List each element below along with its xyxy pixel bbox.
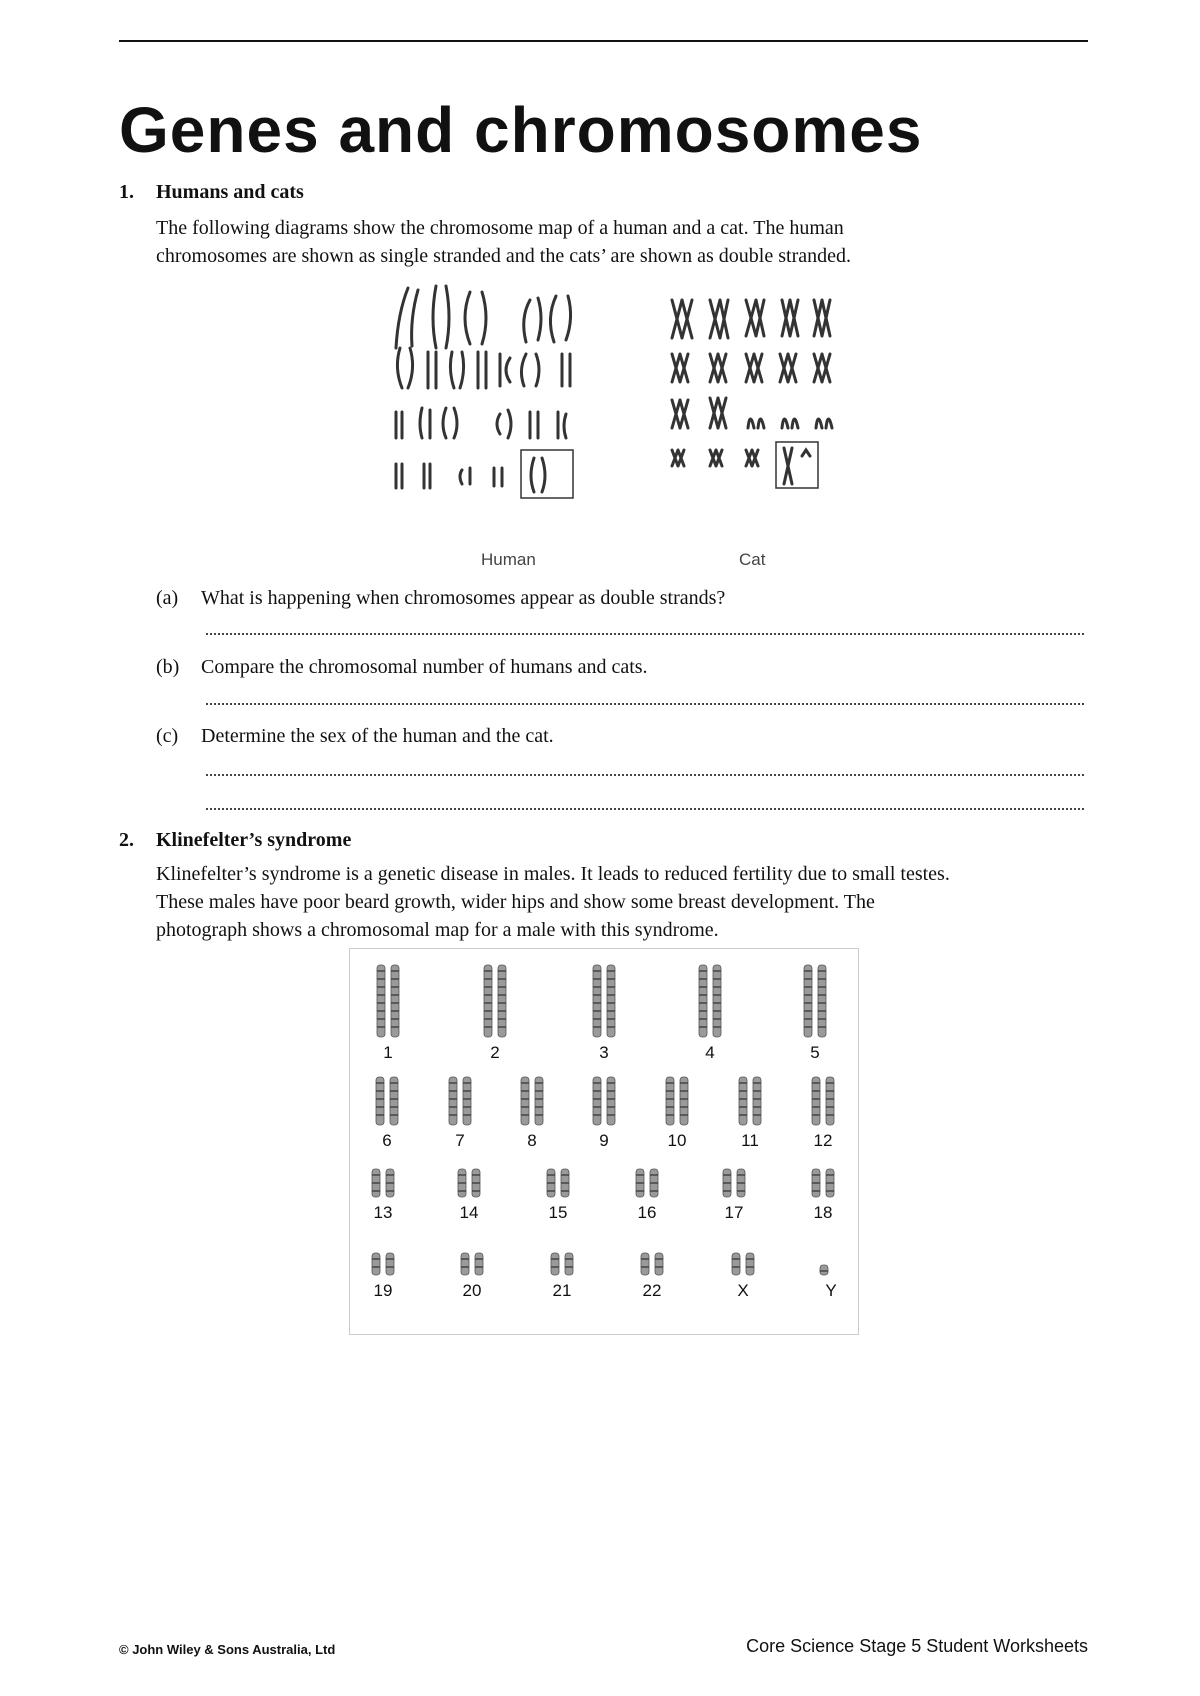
q2-heading: Klinefelter’s syndrome xyxy=(156,829,352,851)
q1a-label: (a) xyxy=(156,587,179,609)
karyotype-label-19: 19 xyxy=(373,1281,393,1300)
cat-label: Cat xyxy=(739,550,766,569)
karyotype-label-16: 16 xyxy=(637,1203,657,1222)
karyotype-label-3: 3 xyxy=(599,1043,609,1062)
chromosome-6-2 xyxy=(390,1077,398,1125)
top-rule xyxy=(119,40,1088,42)
q1-number: 1. xyxy=(119,181,134,203)
karyotype-label-10: 10 xyxy=(667,1131,687,1150)
human-label: Human xyxy=(481,550,536,569)
chromosome-7-2 xyxy=(463,1077,471,1125)
karyotype-label-Y: Y xyxy=(825,1281,837,1300)
karyotype-label-7: 7 xyxy=(455,1131,465,1150)
chromosome-3-1 xyxy=(593,965,601,1037)
chromosome-7-1 xyxy=(449,1077,457,1125)
q1b-answer-line[interactable] xyxy=(206,703,1084,705)
chromosome-diagram-art xyxy=(390,278,850,568)
chromosome-19-1 xyxy=(372,1253,380,1275)
q1b-label: (b) xyxy=(156,656,180,678)
chromosome-20-1 xyxy=(461,1253,469,1275)
karyotype-label-17: 17 xyxy=(724,1203,744,1222)
karyotype-label-5: 5 xyxy=(810,1043,820,1062)
chromosome-1-2 xyxy=(391,965,399,1037)
q1c-label: (c) xyxy=(156,725,179,747)
karyotype-label-X: X xyxy=(737,1281,749,1300)
footer-copyright: © John Wiley & Sons Australia, Ltd xyxy=(119,1642,336,1657)
chromosome-12-2 xyxy=(826,1077,834,1125)
human-chromosomes xyxy=(396,286,571,492)
karyotype-label-20: 20 xyxy=(462,1281,482,1300)
chromosome-21-2 xyxy=(565,1253,573,1275)
chromosome-3-2 xyxy=(607,965,615,1037)
chromosome-4-1 xyxy=(699,965,707,1037)
karyotype-label-18: 18 xyxy=(813,1203,833,1222)
karyotype-label-8: 8 xyxy=(527,1131,537,1150)
karyotype-label-11: 11 xyxy=(741,1131,759,1150)
chromosome-X-1 xyxy=(732,1253,740,1275)
q1a-text: What is happening when chromosomes appear as double strands? xyxy=(201,587,726,609)
karyotype-label-6: 6 xyxy=(382,1131,392,1150)
q1-heading: Humans and cats xyxy=(156,181,304,203)
chromosome-19-2 xyxy=(386,1253,394,1275)
chromosome-5-2 xyxy=(818,965,826,1037)
cat-chromosomes xyxy=(672,300,832,484)
chromosome-X-2 xyxy=(746,1253,754,1275)
karyotype-label-2: 2 xyxy=(490,1043,500,1062)
chromosome-22-2 xyxy=(655,1253,663,1275)
chromosome-5-1 xyxy=(804,965,812,1037)
chromosome-12-1 xyxy=(812,1077,820,1125)
karyotype-label-13: 13 xyxy=(373,1203,393,1222)
chromosome-9-1 xyxy=(593,1077,601,1125)
footer-series: Core Science Stage 5 Student Worksheets xyxy=(746,1636,1088,1656)
karyotype-label-12: 12 xyxy=(813,1131,833,1150)
chromosome-8-1 xyxy=(521,1077,529,1125)
chromosome-Y-1 xyxy=(820,1265,828,1275)
karyotype-label-1: 1 xyxy=(383,1043,393,1062)
karyotype-label-21: 21 xyxy=(552,1281,572,1300)
chromosome-diagram xyxy=(390,278,850,568)
chromosome-2-2 xyxy=(498,965,506,1037)
chromosome-20-2 xyxy=(475,1253,483,1275)
q2-line3: photograph shows a chromosomal map for a male with this syndrome. xyxy=(156,919,719,941)
chromosome-10-2 xyxy=(680,1077,688,1125)
chromosome-6-1 xyxy=(376,1077,384,1125)
q1c-answer-line-1[interactable] xyxy=(206,774,1084,776)
chromosome-2-1 xyxy=(484,965,492,1037)
q1c-text: Determine the sex of the human and the cat. xyxy=(201,725,554,747)
chromosome-10-1 xyxy=(666,1077,674,1125)
q1c-answer-line-2[interactable] xyxy=(206,808,1084,810)
karyotype-label-14: 14 xyxy=(459,1203,479,1222)
cat-sex-chromosome-box xyxy=(776,442,818,488)
chromosome-4-2 xyxy=(713,965,721,1037)
chromosome-9-2 xyxy=(607,1077,615,1125)
q1a-answer-line[interactable] xyxy=(206,633,1084,635)
karyotype-label-22: 22 xyxy=(642,1281,662,1300)
chromosome-1-1 xyxy=(377,965,385,1037)
chromosome-8-2 xyxy=(535,1077,543,1125)
q2-number: 2. xyxy=(119,829,134,851)
q2-line1: Klinefelter’s syndrome is a genetic disease in males. It leads to reduced fertility due to small testes. xyxy=(156,863,950,885)
q2-line2: These males have poor beard growth, wider hips and show some breast development. The xyxy=(156,891,875,913)
chromosome-11-1 xyxy=(739,1077,747,1125)
chromosome-21-1 xyxy=(551,1253,559,1275)
karyotype-label-9: 9 xyxy=(599,1131,609,1150)
page-title: Genes and chromosomes xyxy=(119,94,923,166)
karyotype-label-4: 4 xyxy=(705,1043,715,1062)
q1-intro-line1: The following diagrams show the chromosome map of a human and a cat. The human xyxy=(156,217,844,239)
q1-intro-line2: chromosomes are shown as single stranded and the cats’ are shown as double stranded. xyxy=(156,245,851,267)
chromosome-11-2 xyxy=(753,1077,761,1125)
human-sex-chromosome-box xyxy=(521,450,573,498)
karyotype-label-15: 15 xyxy=(548,1203,568,1222)
chromosome-22-1 xyxy=(641,1253,649,1275)
karyotype-photo xyxy=(349,948,859,1335)
q1b-text: Compare the chromosomal number of humans and cats. xyxy=(201,656,648,678)
